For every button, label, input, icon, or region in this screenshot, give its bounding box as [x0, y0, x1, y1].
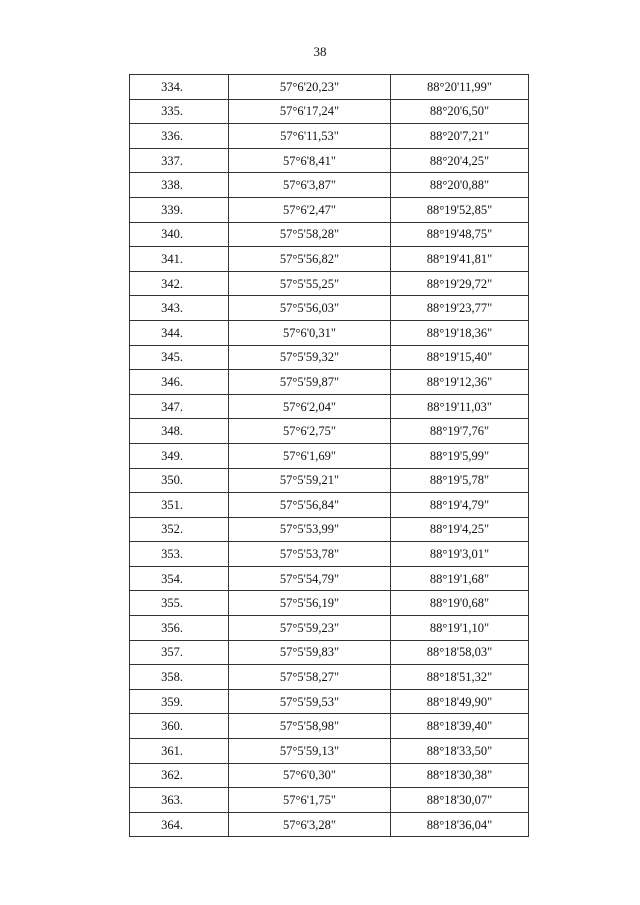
latitude-cell: 57°6'2,04"	[229, 394, 391, 419]
point-number-cell: 352.	[130, 517, 229, 542]
longitude-cell: 88°19'11,03"	[391, 394, 529, 419]
point-number-cell: 340.	[130, 222, 229, 247]
longitude-cell: 88°19'5,99"	[391, 443, 529, 468]
table-row	[130, 320, 529, 345]
table-row	[130, 640, 529, 665]
table-row	[130, 443, 529, 468]
point-number-cell: 360.	[130, 714, 229, 739]
latitude-cell: 57°6'1,69"	[229, 443, 391, 468]
point-number-cell: 342.	[130, 271, 229, 296]
latitude-cell: 57°5'53,78"	[229, 542, 391, 567]
point-number-cell: 346.	[130, 370, 229, 395]
latitude-cell: 57°5'56,84"	[229, 493, 391, 518]
point-number-cell: 351.	[130, 493, 229, 518]
longitude-cell: 88°19'52,85"	[391, 197, 529, 222]
longitude-cell: 88°18'30,38"	[391, 763, 529, 788]
longitude-cell: 88°19'29,72"	[391, 271, 529, 296]
latitude-cell: 57°5'59,87"	[229, 370, 391, 395]
table-row	[130, 197, 529, 222]
longitude-cell: 88°19'1,10"	[391, 616, 529, 641]
point-number-cell: 338.	[130, 173, 229, 198]
longitude-cell: 88°19'1,68"	[391, 566, 529, 591]
latitude-cell: 57°5'56,19"	[229, 591, 391, 616]
latitude-cell: 57°5'58,28"	[229, 222, 391, 247]
longitude-cell: 88°19'0,68"	[391, 591, 529, 616]
longitude-cell: 88°19'48,75"	[391, 222, 529, 247]
point-number-cell: 337.	[130, 148, 229, 173]
longitude-cell: 88°18'49,90"	[391, 689, 529, 714]
longitude-cell: 88°19'41,81"	[391, 247, 529, 272]
point-number-cell: 350.	[130, 468, 229, 493]
point-number-cell: 343.	[130, 296, 229, 321]
latitude-cell: 57°6'2,47"	[229, 197, 391, 222]
longitude-cell: 88°18'51,32"	[391, 665, 529, 690]
longitude-cell: 88°20'0,88"	[391, 173, 529, 198]
latitude-cell: 57°6'0,31"	[229, 320, 391, 345]
longitude-cell: 88°20'4,25"	[391, 148, 529, 173]
table-row	[130, 468, 529, 493]
longitude-cell: 88°19'4,79"	[391, 493, 529, 518]
point-number-cell: 357.	[130, 640, 229, 665]
table-row	[130, 99, 529, 124]
table-row	[130, 591, 529, 616]
point-number-cell: 345.	[130, 345, 229, 370]
table-row	[130, 394, 529, 419]
table-row	[130, 247, 529, 272]
point-number-cell: 353.	[130, 542, 229, 567]
latitude-cell: 57°6'1,75"	[229, 788, 391, 813]
point-number-cell: 363.	[130, 788, 229, 813]
latitude-cell: 57°5'53,99"	[229, 517, 391, 542]
table-row	[130, 517, 529, 542]
table-row	[130, 124, 529, 149]
point-number-cell: 354.	[130, 566, 229, 591]
table-row	[130, 173, 529, 198]
table-row	[130, 689, 529, 714]
longitude-cell: 88°20'7,21"	[391, 124, 529, 149]
point-number-cell: 334.	[130, 75, 229, 100]
longitude-cell: 88°19'4,25"	[391, 517, 529, 542]
point-number-cell: 344.	[130, 320, 229, 345]
table-row	[130, 271, 529, 296]
table-row	[130, 763, 529, 788]
table-row	[130, 714, 529, 739]
table-row	[130, 739, 529, 764]
point-number-cell: 335.	[130, 99, 229, 124]
longitude-cell: 88°18'36,04"	[391, 812, 529, 837]
point-number-cell: 359.	[130, 689, 229, 714]
coordinates-table	[129, 74, 529, 837]
latitude-cell: 57°5'59,53"	[229, 689, 391, 714]
point-number-cell: 336.	[130, 124, 229, 149]
latitude-cell: 57°6'3,28"	[229, 812, 391, 837]
page-number: 38	[313, 44, 327, 59]
table-row	[130, 665, 529, 690]
latitude-cell: 57°5'59,13"	[229, 739, 391, 764]
longitude-cell: 88°18'33,50"	[391, 739, 529, 764]
point-number-cell: 355.	[130, 591, 229, 616]
longitude-cell: 88°18'58,03"	[391, 640, 529, 665]
longitude-cell: 88°19'23,77"	[391, 296, 529, 321]
latitude-cell: 57°5'58,98"	[229, 714, 391, 739]
longitude-cell: 88°19'5,78"	[391, 468, 529, 493]
latitude-cell: 57°5'56,03"	[229, 296, 391, 321]
table-row	[130, 616, 529, 641]
latitude-cell: 57°5'54,79"	[229, 566, 391, 591]
point-number-cell: 341.	[130, 247, 229, 272]
latitude-cell: 57°6'0,30"	[229, 763, 391, 788]
point-number-cell: 362.	[130, 763, 229, 788]
longitude-cell: 88°18'30,07"	[391, 788, 529, 813]
point-number-cell: 364.	[130, 812, 229, 837]
table-row	[130, 75, 529, 100]
point-number-cell: 347.	[130, 394, 229, 419]
longitude-cell: 88°19'18,36"	[391, 320, 529, 345]
latitude-cell: 57°5'58,27"	[229, 665, 391, 690]
latitude-cell: 57°6'8,41"	[229, 148, 391, 173]
point-number-cell: 361.	[130, 739, 229, 764]
longitude-cell: 88°19'3,01"	[391, 542, 529, 567]
table-row	[130, 370, 529, 395]
table-row	[130, 345, 529, 370]
table-row	[130, 788, 529, 813]
longitude-cell: 88°20'11,99"	[391, 75, 529, 100]
table-row	[130, 812, 529, 837]
longitude-cell: 88°19'12,36"	[391, 370, 529, 395]
longitude-cell: 88°19'7,76"	[391, 419, 529, 444]
latitude-cell: 57°6'2,75"	[229, 419, 391, 444]
latitude-cell: 57°5'56,82"	[229, 247, 391, 272]
longitude-cell: 88°18'39,40"	[391, 714, 529, 739]
latitude-cell: 57°5'59,83"	[229, 640, 391, 665]
table-row	[130, 419, 529, 444]
table-row	[130, 566, 529, 591]
table-row	[130, 222, 529, 247]
latitude-cell: 57°5'59,23"	[229, 616, 391, 641]
latitude-cell: 57°6'17,24"	[229, 99, 391, 124]
point-number-cell: 348.	[130, 419, 229, 444]
point-number-cell: 339.	[130, 197, 229, 222]
latitude-cell: 57°6'3,87"	[229, 173, 391, 198]
coordinates-table-body	[130, 75, 529, 837]
longitude-cell: 88°19'15,40"	[391, 345, 529, 370]
latitude-cell: 57°5'59,21"	[229, 468, 391, 493]
longitude-cell: 88°20'6,50"	[391, 99, 529, 124]
table-row	[130, 493, 529, 518]
latitude-cell: 57°6'20,23"	[229, 75, 391, 100]
latitude-cell: 57°5'55,25"	[229, 271, 391, 296]
table-row	[130, 542, 529, 567]
table-row	[130, 148, 529, 173]
point-number-cell: 349.	[130, 443, 229, 468]
point-number-cell: 356.	[130, 616, 229, 641]
latitude-cell: 57°5'59,32"	[229, 345, 391, 370]
table-row	[130, 296, 529, 321]
point-number-cell: 358.	[130, 665, 229, 690]
latitude-cell: 57°6'11,53"	[229, 124, 391, 149]
